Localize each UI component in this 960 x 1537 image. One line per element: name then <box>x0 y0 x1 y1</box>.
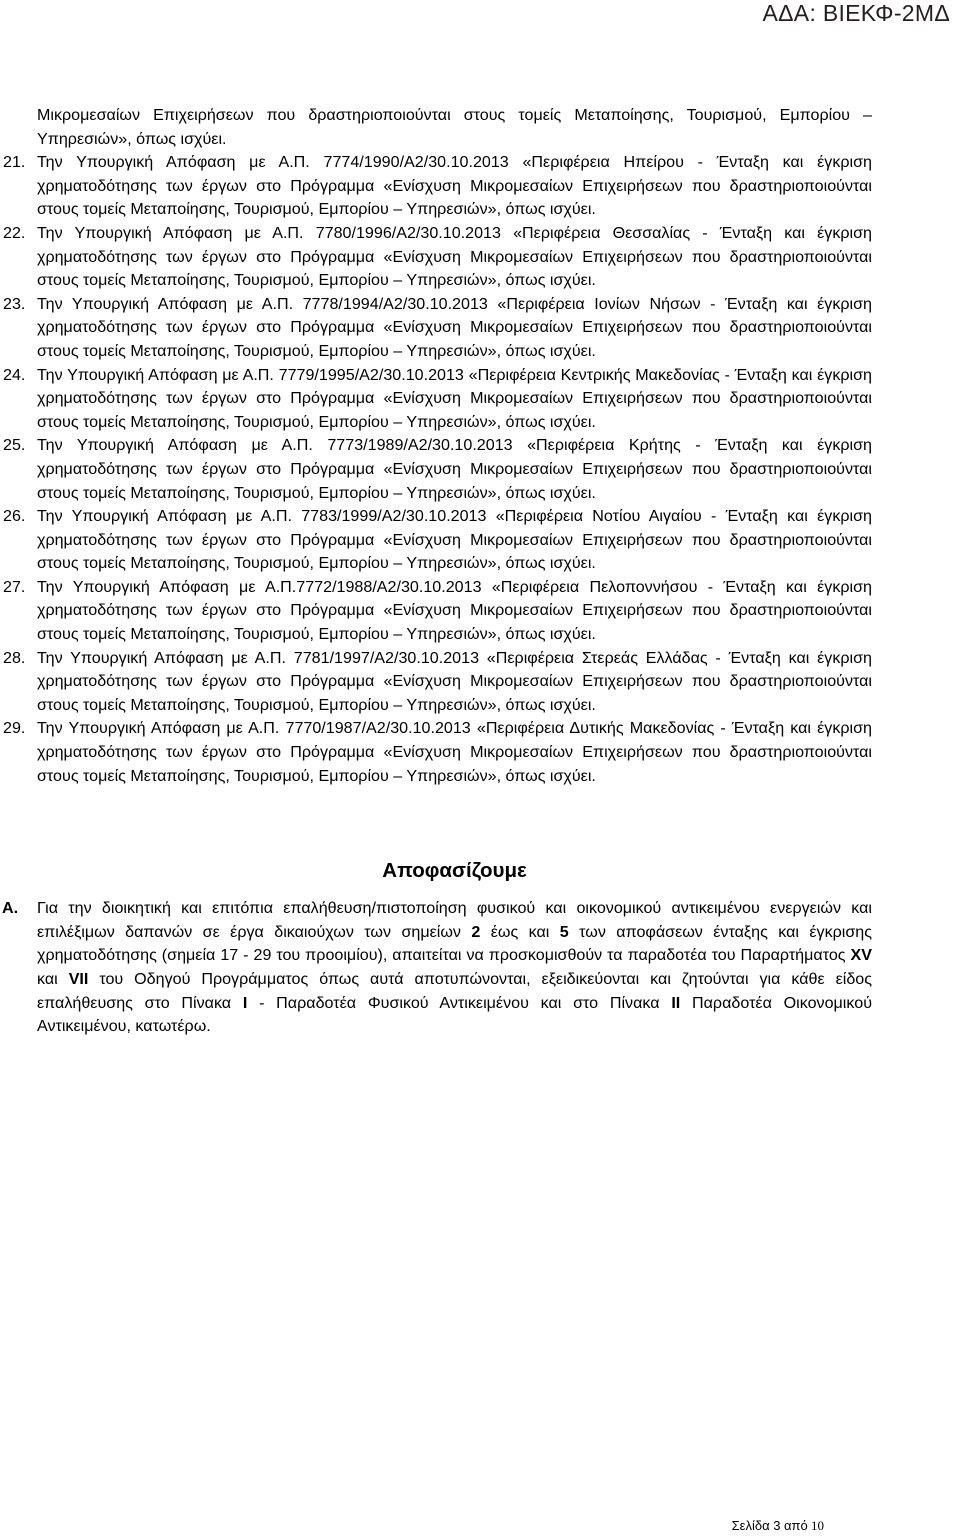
page-label: Σελίδα 3 από <box>731 1518 808 1533</box>
decision-text: Παραδοτέα Οικονομικού Αντικειμένου, κατωτέρω. <box>37 993 872 1036</box>
decision-text: Για την διοικητική και επιτόπια επαλήθευση/πιστοποίηση φυσικού και οικονομικού αντικειμένου ενεργειών και επιλέξιμων δαπανών σε έργα δικαιούχων των σημείων <box>37 899 872 941</box>
list-item <box>3 293 872 364</box>
item-text: Την Υπουργική Απόφαση με Α.Π. 7773/1989/Α2/30.10.2013 «Περιφέρεια Κρήτης - Ένταξη και έγκριση χρηματοδότησης των έργων στο Πρόγραμμα «Ενίσχυση Μικρομεσαίων Επιχειρήσεων που δραστηριοποιούνται στους τομείς Μεταποίησης, Τουρισμού, Εμπορίου – Υπηρεσιών», όπως ισχύει. <box>37 436 872 502</box>
item-number: 24. <box>3 365 26 384</box>
item-number: 22. <box>3 223 26 242</box>
item-text: Την Υπουργική Απόφαση με Α.Π. 7770/1987/Α2/30.10.2013 «Περιφέρεια Δυτικής Μακεδονίας - Ένταξη και έγκριση χρηματοδότησης των έργων στο Πρόγραμμα «Ενίσχυση Μικρομεσαίων Επιχειρήσεων που δραστηριοποιούνται στους τομείς Μεταποίησης, Τουρισμού, Εμπορίου – Υπηρεσιών», όπως ισχύει. <box>37 719 872 785</box>
item-number: 25. <box>3 436 26 455</box>
list-item <box>3 647 872 718</box>
decision-paragraph-a <box>2 897 873 1039</box>
list-item <box>3 717 872 788</box>
list-item <box>3 434 872 505</box>
item-number: 26. <box>3 507 26 526</box>
decision-letter: Α. <box>2 899 19 918</box>
document-body <box>2 104 873 1039</box>
list-item <box>3 576 872 647</box>
bold-ref: 2 <box>471 922 481 941</box>
item-text: Την Υπουργική Απόφαση με Α.Π. 7779/1995/Α2/30.10.2013 «Περιφέρεια Κεντρικής Μακεδονίας - Ένταξη και έγκριση χρηματοδότησης των έργων στο Πρόγραμμα «Ενίσχυση Μικρομεσαίων Επιχειρήσεων που δραστηριοποιούνται στους τομείς Μεταποίησης, Τουρισμού, Εμπορίου – Υπηρεσιών», όπως ισχύει. <box>37 365 872 431</box>
item-text: Την Υπουργική Απόφαση με Α.Π. 7780/1996/Α2/30.10.2013 «Περιφέρεια Θεσσαλίας - Ένταξη και έγκριση χρηματοδότησης των έργων στο Πρόγραμμα «Ενίσχυση Μικρομεσαίων Επιχειρήσεων που δραστηριοποιούνται στους τομείς Μεταποίησης, Τουρισμού, Εμπορίου – Υπηρεσιών», όπως ισχύει. <box>37 223 872 290</box>
list-item <box>3 222 872 293</box>
item-number: 21. <box>3 153 26 172</box>
item-number: 28. <box>3 648 26 667</box>
recitals-list <box>3 151 872 788</box>
item-text: Την Υπουργική Απόφαση με Α.Π.7772/1988/Α2/30.10.2013 «Περιφέρεια Πελοποννήσου - Ένταξη και έγκριση χρηματοδότησης των έργων στο Πρόγραμμα «Ενίσχυση Μικρομεσαίων Επιχειρήσεων που δραστηριοποιούνται στους τομείς Μεταποίησης, Τουρισμού, Εμπορίου – Υπηρεσιών», όπως ισχύει. <box>37 577 872 644</box>
decision-text: του Οδηγού Προγράμματος όπως αυτά αποτυπώνονται, εξειδικεύονται και ζητούνται για κάθε είδος επαλήθευσης στο Πίνακα <box>37 970 872 1012</box>
bold-ref: XV <box>850 946 872 965</box>
bold-ref: II <box>671 993 681 1012</box>
item-number: 27. <box>3 577 26 596</box>
ada-code: ΑΔΑ: ΒΙΕΚΦ-2ΜΔ <box>762 0 950 26</box>
item-number: 23. <box>3 294 26 313</box>
decision-text: των αποφάσεων ένταξης και έγκρισης χρηματοδότησης (σημεία 17 - 29 του προοιμίου), απαιτείται να προσκομισθούν τα παραδοτέα του Παραρτήματος <box>37 922 873 965</box>
item-text: Την Υπουργική Απόφαση με Α.Π. 7778/1994/Α2/30.10.2013 «Περιφέρεια Ιονίων Νήσων - Ένταξη και έγκριση χρηματοδότησης των έργων στο Πρόγραμμα «Ενίσχυση Μικρομεσαίων Επιχειρήσεων που δραστηριοποιούνται στους τομείς Μεταποίησης, Τουρισμού, Εμπορίου – Υπηρεσιών», όπως ισχύει. <box>37 294 872 360</box>
decision-text: και <box>37 970 69 988</box>
list-item <box>3 505 872 576</box>
item-number: 29. <box>3 719 26 738</box>
decision-heading: Αποφασίζουμε <box>382 859 527 883</box>
bold-ref: 5 <box>559 922 569 941</box>
decision-text: έως και <box>480 922 560 941</box>
decision-text: - Παραδοτέα Φυσικού Αντικειμένου και στο Πίνακα <box>247 993 672 1012</box>
item-text: Την Υπουργική Απόφαση με Α.Π. 7781/1997/Α2/30.10.2013 «Περιφέρεια Στερεάς Ελλάδας - Ένταξη και έγκριση χρηματοδότησης των έργων στο Πρόγραμμα «Ενίσχυση Μικρομεσαίων Επιχειρήσεων που δραστηριοποιούνται στους τομείς Μεταποίησης, Τουρισμού, Εμπορίου – Υπηρεσιών», όπως ισχύει. <box>37 648 872 714</box>
page-total: 10 <box>811 1518 824 1533</box>
bold-ref: I <box>242 993 248 1012</box>
intro-continuation: Μικρομεσαίων Επιχειρήσεων που δραστηριοποιούνται στους τομείς Μεταποίησης, Τουρισμού, Εμπορίου – Υπηρεσιών», όπως ισχύει. <box>37 106 872 148</box>
page-footer <box>732 1518 824 1534</box>
bold-ref: VII <box>68 970 89 988</box>
item-text: Την Υπουργική Απόφαση με Α.Π. 7783/1999/Α2/30.10.2013 «Περιφέρεια Νοτίου Αιγαίου - Ένταξη και έγκριση χρηματοδότησης των έργων στο Πρόγραμμα «Ενίσχυση Μικρομεσαίων Επιχειρήσεων που δραστηριοποιούνται στους τομείς Μεταποίησης, Τουρισμού, Εμπορίου – Υπηρεσιών», όπως ισχύει. <box>37 507 872 573</box>
item-text: Την Υπουργική Απόφαση με Α.Π. 7774/1990/Α2/30.10.2013 «Περιφέρεια Ηπείρου - Ένταξη και έγκριση χρηματοδότησης των έργων στο Πρόγραμμα «Ενίσχυση Μικρομεσαίων Επιχειρήσεων που δραστηριοποιούνται στους τομείς Μεταποίησης, Τουρισμού, Εμπορίου – Υπηρεσιών», όπως ισχύει. <box>37 153 872 219</box>
list-item <box>3 364 872 435</box>
list-item <box>3 151 872 222</box>
